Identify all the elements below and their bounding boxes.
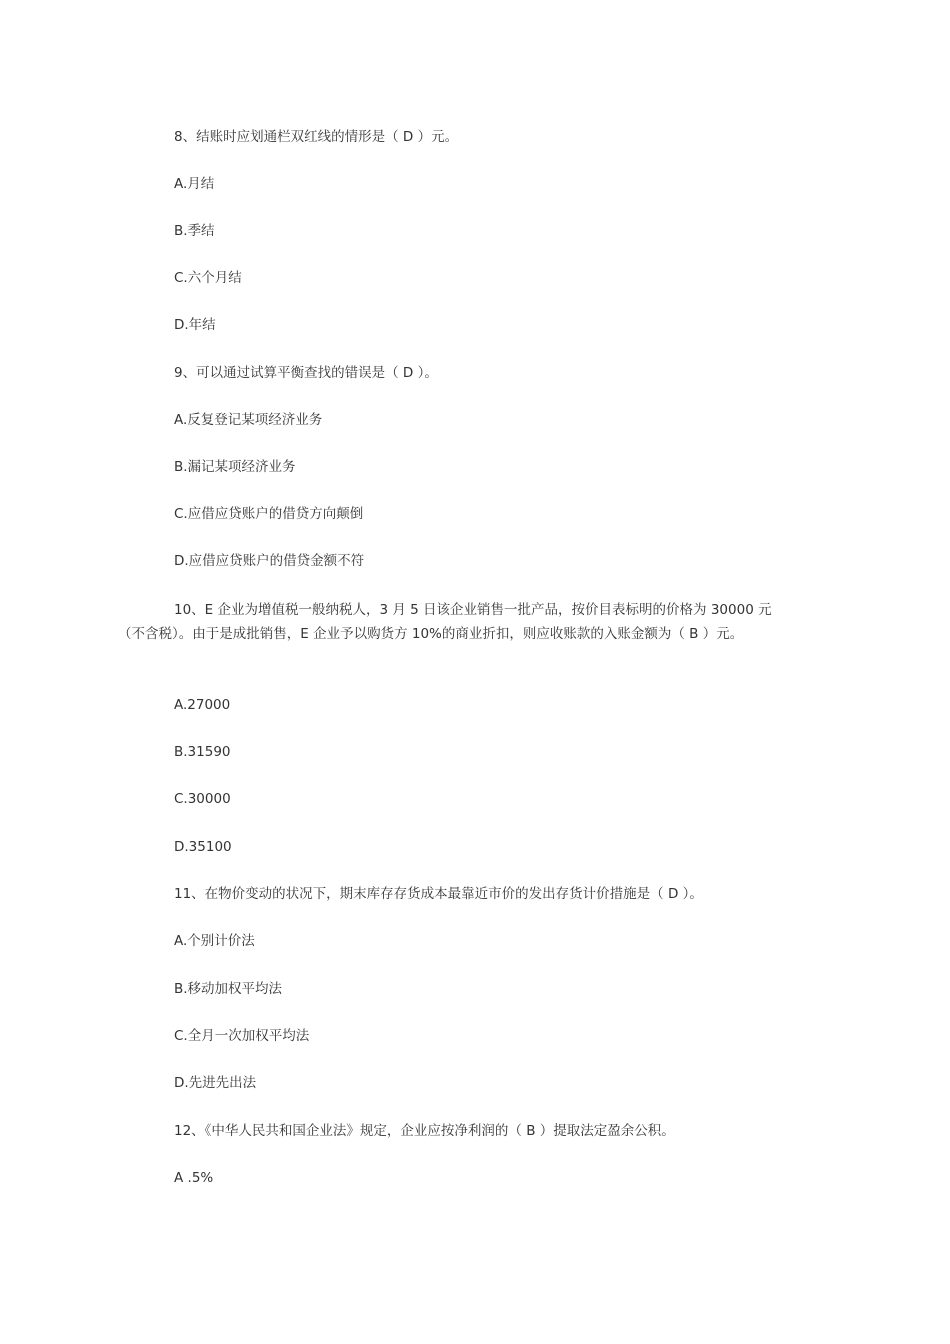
question-9-option-d: D.应借应贷账户的借贷金额不符 — [174, 553, 365, 569]
question-8-option-b: B.季结 — [174, 223, 215, 239]
question-11-option-b: B.移动加权平均法 — [174, 981, 283, 997]
question-10-option-d: D.35100 — [174, 839, 232, 855]
question-9-option-b: B.漏记某项经济业务 — [174, 459, 296, 475]
question-12-stem: 12、《中华人民共和国企业法》规定，企业应按净利润的（ B ）提取法定盈余公积。 — [174, 1123, 675, 1139]
question-9-option-c: C.应借应贷账户的借贷方向颠倒 — [174, 506, 364, 522]
question-10-option-a: A.27000 — [174, 697, 231, 713]
question-11-option-d: D.先进先出法 — [174, 1075, 257, 1091]
question-8-option-d: D.年结 — [174, 317, 216, 333]
question-10-option-c: C.30000 — [174, 791, 231, 807]
question-10-option-b: B.31590 — [174, 744, 231, 760]
question-11-stem: 11、在物价变动的状况下，期末库存存货成本最靠近市价的发出存货计价措施是（ D ）。 — [174, 886, 703, 902]
question-11-option-a: A.个别计价法 — [174, 933, 255, 949]
question-10-stem-line-2: （不含税）。由于是成批销售，E 企业予以购货方 10%的商业折扣，则应收账款的入账金额为（ B ）元。 — [118, 626, 744, 642]
question-11-option-c: C.全月一次加权平均法 — [174, 1028, 310, 1044]
question-12-option-a: A .5% — [174, 1170, 214, 1186]
question-8-option-a: A.月结 — [174, 176, 215, 192]
question-10-stem — [118, 598, 826, 646]
question-9-option-a: A.反复登记某项经济业务 — [174, 412, 323, 428]
question-8-option-c: C.六个月结 — [174, 270, 242, 286]
question-9-stem: 9、可以通过试算平衡查找的错误是（ D ）。 — [174, 365, 438, 381]
question-8-stem: 8、结账时应划通栏双红线的情形是（ D ）元。 — [174, 129, 459, 145]
question-10-stem-line-1: 10、E 企业为增值税一般纳税人，3 月 5 日该企业销售一批产品，按价目表标明的价格为 30000 元 — [174, 602, 772, 618]
